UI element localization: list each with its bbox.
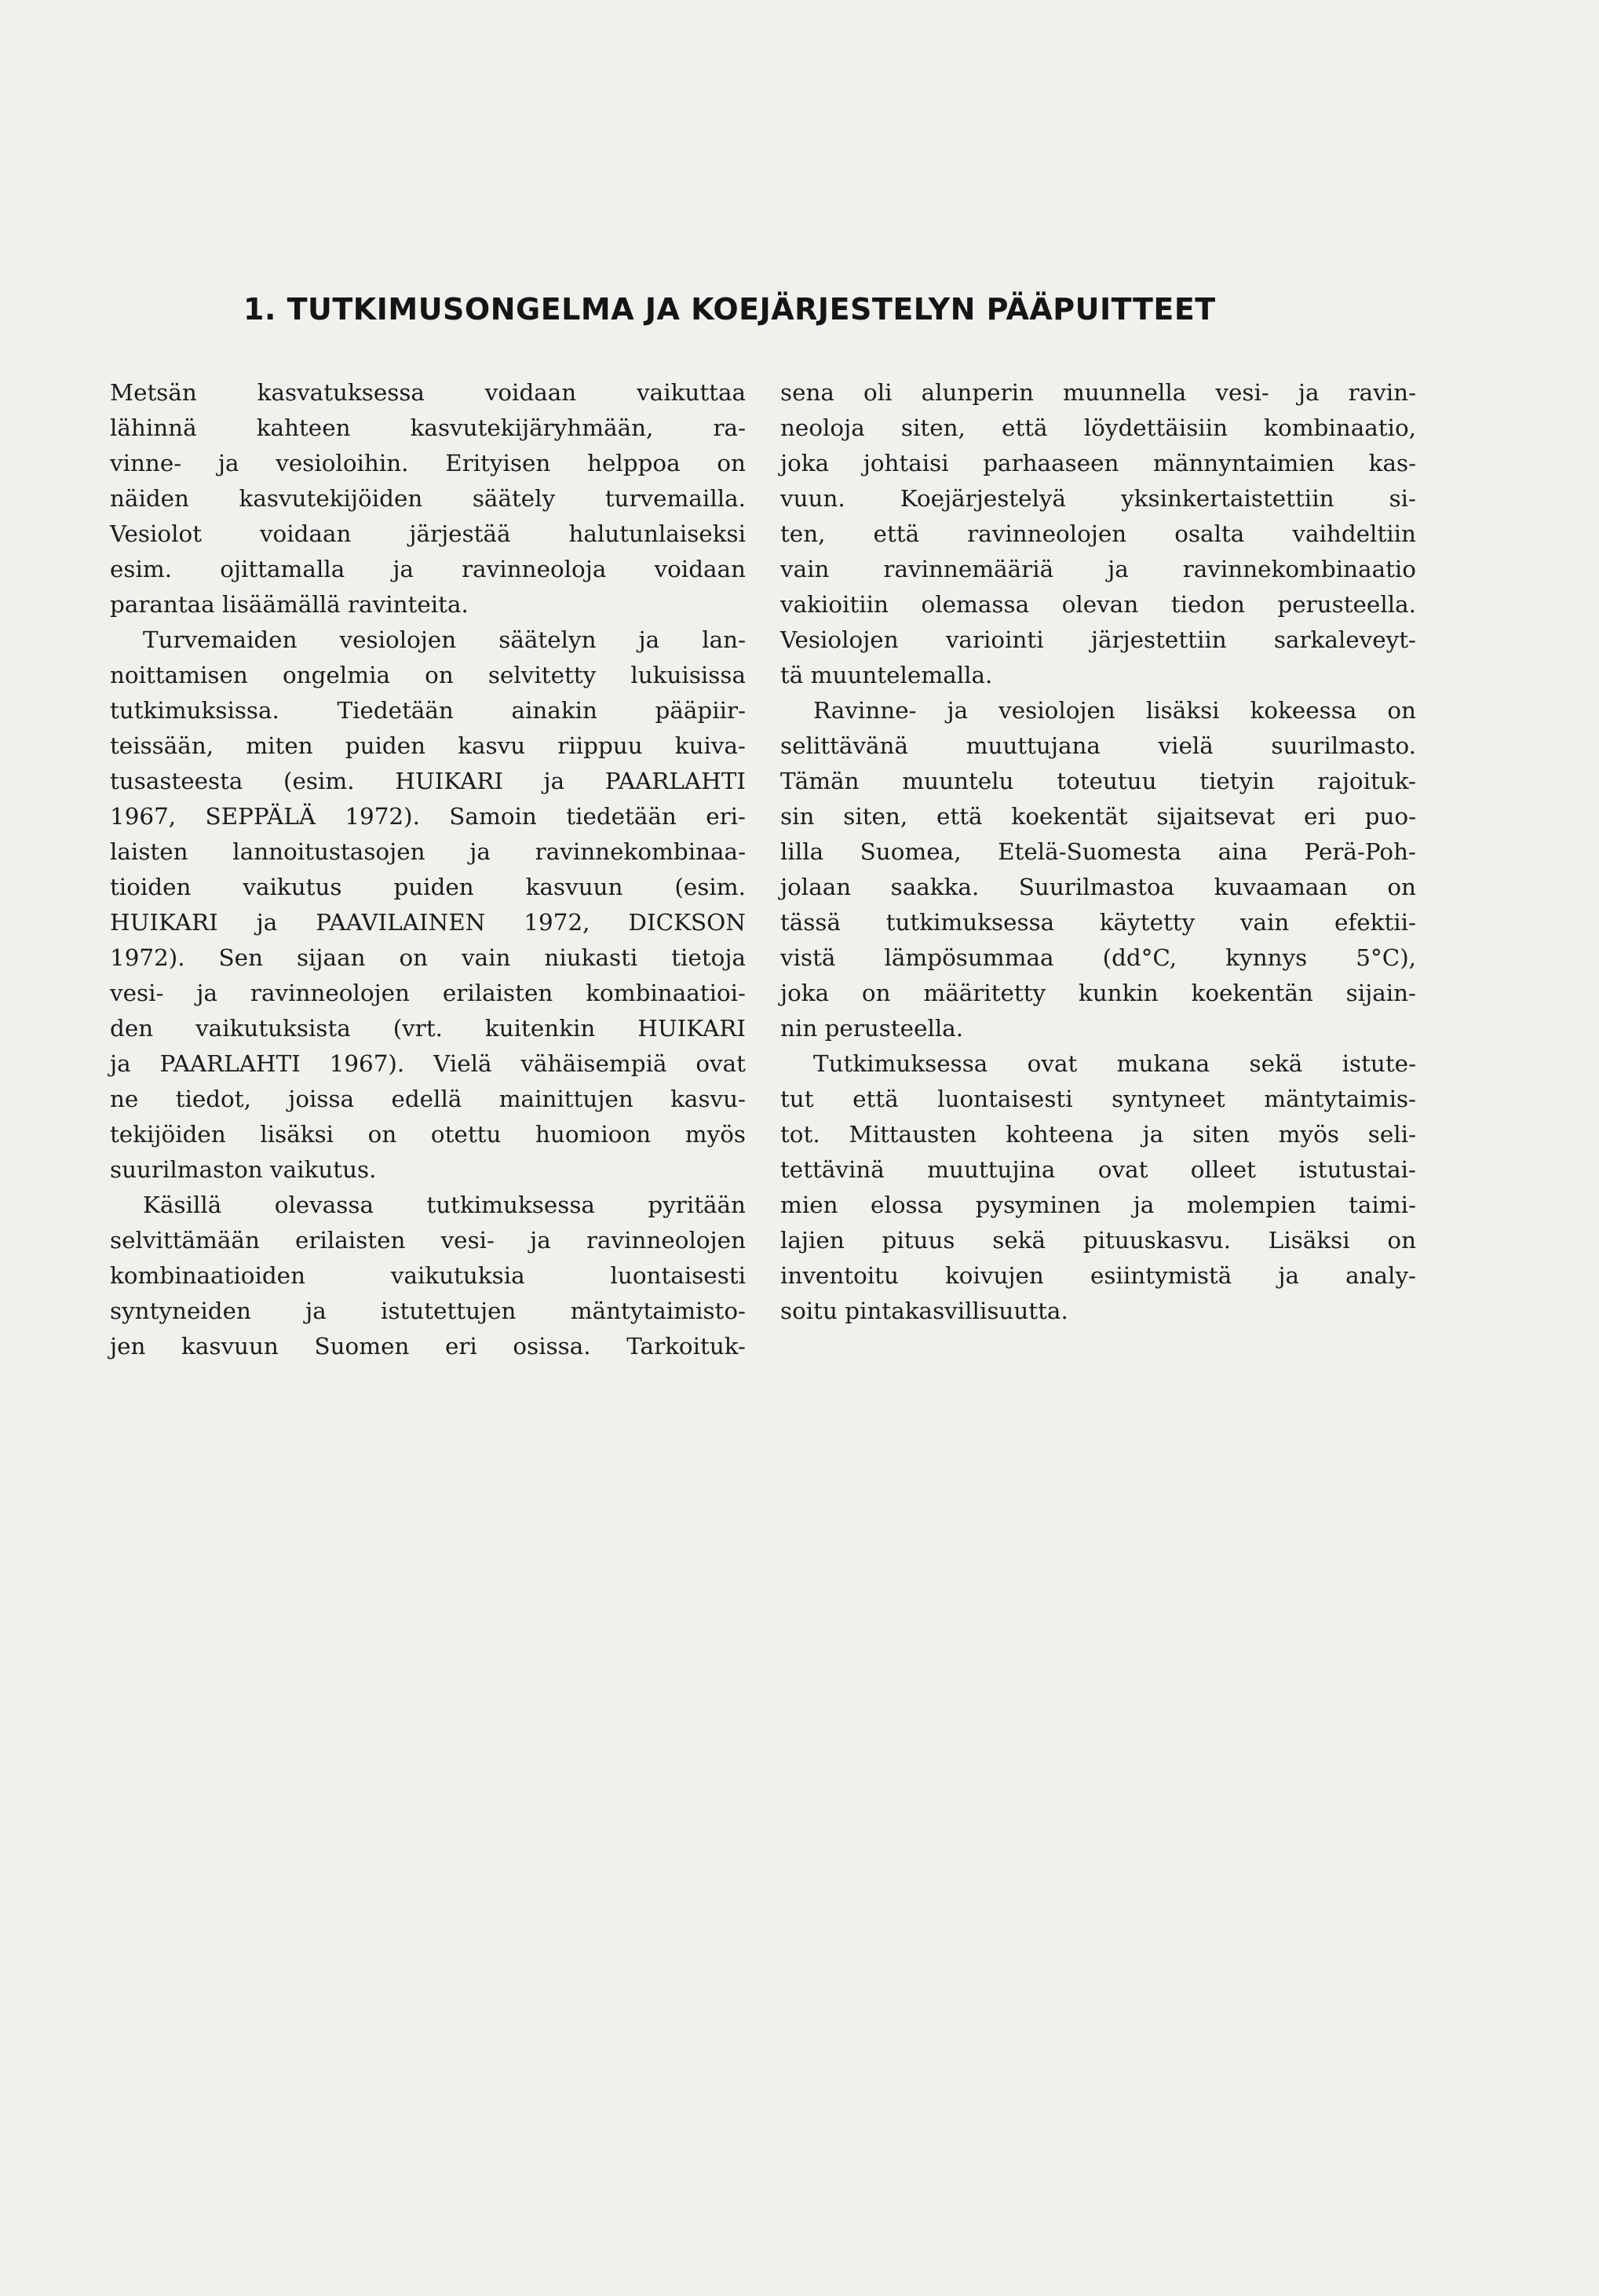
text-line: 1972). Sen sijaan on vain niukasti tietoja bbox=[110, 944, 746, 971]
text-line: ja PAARLAHTI 1967). Vielä vähäisempiä ovat bbox=[110, 1050, 746, 1077]
text-line: jen kasvuun Suomen eri osissa. Tarkoituk- bbox=[110, 1333, 746, 1360]
text-line: lajien pituus sekä pituuskasvu. Lisäksi on bbox=[780, 1227, 1416, 1254]
text-line: teissään, miten puiden kasvu riippuu kuiva- bbox=[110, 732, 746, 759]
left-text-column bbox=[110, 375, 746, 1364]
text-line: ne tiedot, joissa edellä mainittujen kasvu- bbox=[110, 1086, 746, 1112]
text-line: tekijöiden lisäksi on otettu huomioon myös bbox=[110, 1121, 746, 1148]
text-line: vuun. Koejärjestelyä yksinkertaistettiin si- bbox=[780, 485, 1416, 512]
text-line: tässä tutkimuksessa käytetty vain efektii- bbox=[780, 909, 1416, 936]
text-line: joka on määritetty kunkin koekentän sijain- bbox=[780, 980, 1416, 1006]
text-line: selvittämään erilaisten vesi- ja ravinneolojen bbox=[110, 1227, 746, 1254]
text-line: Metsän kasvatuksessa voidaan vaikuttaa bbox=[110, 379, 746, 406]
text-line: esim. ojittamalla ja ravinneoloja voidaan bbox=[110, 556, 746, 582]
text-line: den vaikutuksista (vrt. kuitenkin HUIKARI bbox=[110, 1015, 746, 1042]
text-line: Turvemaiden vesiolojen säätelyn ja lan- bbox=[143, 626, 746, 653]
text-line: sena oli alunperin muunnella vesi- ja ravin- bbox=[780, 379, 1416, 406]
text-line: noittamisen ongelmia on selvitetty lukuisissa bbox=[110, 662, 746, 688]
text-line: nin perusteella. bbox=[780, 1015, 964, 1042]
text-line: laisten lannoitustasojen ja ravinnekombinaa- bbox=[110, 838, 746, 865]
text-line: ten, että ravinneolojen osalta vaihdeltiin bbox=[780, 520, 1416, 547]
text-line: näiden kasvutekijöiden säätely turvemailla. bbox=[110, 485, 746, 512]
text-line: vakioitiin olemassa olevan tiedon perusteella. bbox=[780, 591, 1416, 618]
text-line: lähinnä kahteen kasvutekijäryhmään, ra- bbox=[110, 414, 746, 441]
text-line: inventoitu koivujen esiintymistä ja analy- bbox=[780, 1262, 1416, 1289]
text-line: soitu pintakasvillisuutta. bbox=[780, 1298, 1068, 1324]
text-line: lilla Suomea, Etelä-Suomesta aina Perä-Poh- bbox=[780, 838, 1416, 865]
text-line: tettävinä muuttujina ovat olleet istutustai- bbox=[780, 1156, 1416, 1183]
text-line: sin siten, että koekentät sijaitsevat eri puo- bbox=[780, 803, 1416, 830]
text-line: tutkimuksissa. Tiedetään ainakin pääpiir- bbox=[110, 697, 746, 724]
text-line: selittävänä muuttujana vielä suurilmasto. bbox=[780, 732, 1416, 759]
text-line: suurilmaston vaikutus. bbox=[110, 1156, 377, 1183]
text-line: tut että luontaisesti syntyneet mäntytaimis- bbox=[780, 1086, 1416, 1112]
text-line: HUIKARI ja PAAVILAINEN 1972, DICKSON bbox=[110, 909, 746, 936]
text-line: tä muuntelemalla. bbox=[780, 662, 993, 688]
text-line: joka johtaisi parhaaseen männyntaimien kas- bbox=[780, 450, 1416, 476]
text-line: syntyneiden ja istutettujen mäntytaimisto- bbox=[110, 1298, 746, 1324]
text-line: mien elossa pysyminen ja molempien taimi- bbox=[780, 1192, 1416, 1218]
text-line: tot. Mittausten kohteena ja siten myös seli- bbox=[780, 1121, 1416, 1148]
text-line: 1967, SEPPÄLÄ 1972). Samoin tiedetään eri- bbox=[110, 803, 746, 830]
text-line: Tämän muuntelu toteutuu tietyin rajoituk- bbox=[780, 768, 1416, 794]
text-line: Vesiolojen variointi järjestettiin sarkaleveyt- bbox=[780, 626, 1416, 653]
text-line: jolaan saakka. Suurilmastoa kuvaamaan on bbox=[780, 874, 1416, 900]
text-line: tioiden vaikutus puiden kasvuun (esim. bbox=[110, 874, 746, 900]
text-line: vain ravinnemääriä ja ravinnekombinaatio bbox=[780, 556, 1416, 582]
text-line: Tutkimuksessa ovat mukana sekä istute- bbox=[813, 1050, 1416, 1077]
section-heading: 1. TUTKIMUSONGELMA JA KOEJÄRJESTELYN PÄÄPUITTEET bbox=[243, 292, 1216, 327]
text-line: Ravinne- ja vesiolojen lisäksi kokeessa on bbox=[813, 697, 1416, 724]
text-line: parantaa lisäämällä ravinteita. bbox=[110, 591, 469, 618]
text-line: vesi- ja ravinneolojen erilaisten kombinaatioi- bbox=[110, 980, 746, 1006]
text-line: Vesiolot voidaan järjestää halutunlaiseksi bbox=[110, 520, 746, 547]
text-line: kombinaatioiden vaikutuksia luontaisesti bbox=[110, 1262, 746, 1289]
right-text-column bbox=[780, 375, 1416, 1329]
text-line: vistä lämpösummaa (dd°C, kynnys 5°C), bbox=[780, 944, 1416, 971]
text-line: Käsillä olevassa tutkimuksessa pyritään bbox=[143, 1192, 746, 1218]
text-line: vinne- ja vesioloihin. Erityisen helppoa on bbox=[110, 450, 746, 476]
text-line: tusasteesta (esim. HUIKARI ja PAARLAHTI bbox=[110, 768, 746, 794]
text-line: neoloja siten, että löydettäisiin kombinaatio, bbox=[780, 414, 1416, 441]
